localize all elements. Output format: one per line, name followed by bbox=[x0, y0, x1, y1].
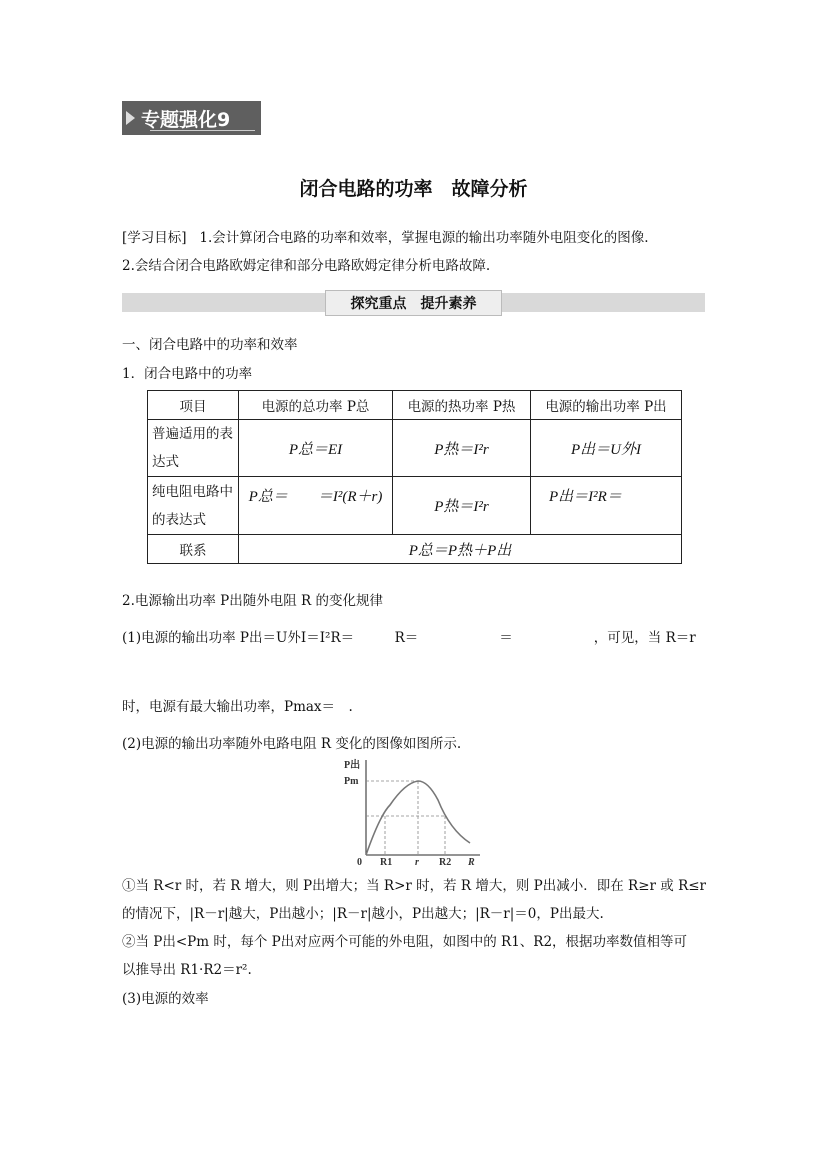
section-heading: 一、闭合电路中的功率和效率 bbox=[122, 337, 298, 353]
table-cell: P总＝ ＝I²(R＋r) bbox=[239, 477, 393, 535]
table-cell: P热＝I²r bbox=[393, 477, 531, 535]
learning-goal-2: 2.会结合闭合电路欧姆定律和部分电路欧姆定律分析电路故障. bbox=[122, 258, 491, 274]
goal-tag: [学习目标] bbox=[122, 230, 187, 246]
play-triangle-icon bbox=[126, 111, 135, 125]
table-header: 电源的总功率 P总 bbox=[239, 391, 393, 420]
output-power-graph bbox=[340, 755, 485, 867]
table-cell: 普遍适用的表达式 bbox=[148, 420, 239, 477]
goal-1-text: 1.会计算闭合电路的功率和效率，掌握电源的输出功率随外电阻变化的图像. bbox=[199, 230, 649, 246]
power-table bbox=[147, 390, 682, 564]
banner-label: 专题强化9 bbox=[141, 108, 231, 131]
banner-underline bbox=[150, 130, 255, 131]
table-header-row bbox=[148, 391, 682, 420]
table-cell: P出＝U外I bbox=[531, 420, 682, 477]
table-cell: P总＝P热＋P出 bbox=[239, 535, 682, 564]
section-bar-left: 探究重点 bbox=[350, 296, 407, 312]
paragraph-2: (2)电源的输出功率随外电路电阻 R 变化的图像如图所示. bbox=[122, 736, 462, 752]
learning-goal-1 bbox=[122, 226, 649, 246]
paragraph-1b: 时，电源有最大输出功率，Pmax＝ . bbox=[122, 699, 353, 715]
note-1a: ①当 R<r 时，若 R 增大，则 P出增大；当 R>r 时，若 R 增大，则 P出减小．即在 R≥r 或 R≤r bbox=[122, 878, 706, 894]
table-cell: P热＝I²r bbox=[393, 420, 531, 477]
page-title: 闭合电路的功率 故障分析 bbox=[299, 178, 528, 200]
paragraph-3: (3)电源的效率 bbox=[122, 991, 209, 1007]
pm-label: Pm bbox=[344, 776, 359, 787]
table-cell: 联系 bbox=[148, 535, 239, 564]
table-header: 电源的输出功率 P出 bbox=[531, 391, 682, 420]
table-row bbox=[148, 535, 682, 564]
table-cell: P出＝I²R＝ bbox=[531, 477, 682, 535]
section-bar-title bbox=[325, 290, 502, 316]
table-cell: P总＝EI bbox=[239, 420, 393, 477]
table-row bbox=[148, 420, 682, 477]
topic-banner bbox=[122, 101, 261, 135]
y-axis-label: P出 bbox=[344, 760, 361, 771]
subsection-heading-1: 1．闭合电路中的功率 bbox=[122, 366, 253, 382]
note-2a: ②当 P出<Pm 时，每个 P出对应两个可能的外电阻，如图中的 R1、R2，根据功率数值相等可 bbox=[122, 934, 688, 950]
r1-label: R1 bbox=[380, 857, 393, 867]
note-2b: 以推导出 R1·R2＝r². bbox=[122, 962, 252, 978]
origin-label: 0 bbox=[357, 857, 362, 867]
x-axis-label: R bbox=[468, 857, 475, 867]
r2-label: R2 bbox=[439, 857, 452, 867]
table-header: 项目 bbox=[148, 391, 239, 420]
note-1b: 的情况下，|R－r|越大，P出越小；|R－r|越小，P出越大；|R－r|＝0，P出最大. bbox=[122, 906, 604, 922]
table-row bbox=[148, 477, 682, 535]
r-label: r bbox=[415, 857, 419, 867]
table-header: 电源的热功率 P热 bbox=[393, 391, 531, 420]
table-cell: 纯电阻电路中的表达式 bbox=[148, 477, 239, 535]
paragraph-1a: (1)电源的输出功率 P出＝U外I＝I²R＝ R＝ ＝ ，可见，当 R＝r bbox=[122, 630, 696, 646]
subsection-heading-2: 2.电源输出功率 P出随外电阻 R 的变化规律 bbox=[122, 593, 384, 609]
section-bar-right: 提升素养 bbox=[420, 296, 477, 312]
